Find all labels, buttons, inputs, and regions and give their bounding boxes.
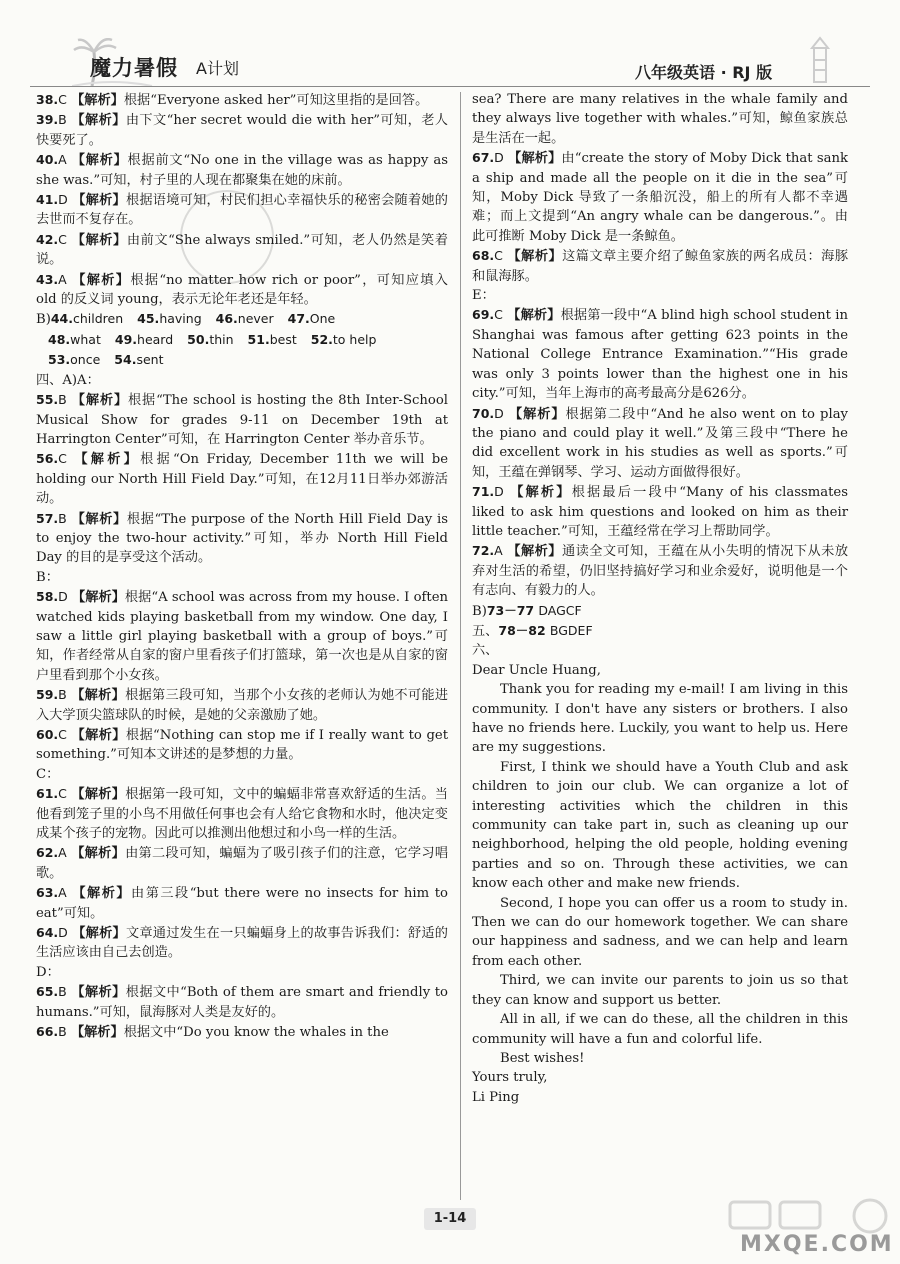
answer-67: 67.D 【解析】由“create the story of Moby Dick that sank a ship and made all the people on it die in the sea”可知，Moby Dick 导致了一条船沉没，船上的所有人都不幸遇难；而上文提到“An angry whale can be dangerous.”。由此可推断 Moby Dick 是一条鲸鱼。 (472, 150, 848, 244)
book-subtitle: A计划 (196, 59, 239, 78)
section-e-heading: E： (472, 288, 495, 304)
letter-wishes: Best wishes! (500, 1050, 585, 1066)
answer-39: 39.B 【解析】由下文“her secret would die with her”可知，老人快要死了。 (36, 112, 448, 148)
answer-78-82: 五、78－82 BGDEF (472, 622, 593, 639)
answer-58: 58.D 【解析】根据“A school was across from my house. I often watched kids playing basketball from my window. One day, I saw a little girl playing basketball with a group of boys.”可知，作者经常从自家的窗户里看孩子们打篮球，第一次也是从自家的窗户里看到那个小女孩。 (36, 589, 449, 683)
answer-65: 65.B 【解析】根据文中“Both of them are smart and friendly to humans.”可知，鼠海豚对人类是友好的。 (36, 984, 448, 1020)
answer-68: 68.C 【解析】这篇文章主要介绍了鲸鱼家族的两名成员：海豚和鼠海豚。 (472, 248, 849, 284)
letter-closing: Yours truly, (472, 1070, 548, 1086)
answer-66-continued: sea? There are many relatives in the whale family and they always live together with whales.”可知，鲸鱼家族总是生活在一起。 (472, 92, 848, 146)
answer-60: 60.C 【解析】根据“Nothing can stop me if I really want to get something.”可知本文讲述的是梦想的力量。 (36, 727, 448, 763)
section-4-heading: 四、A)A： (36, 372, 100, 388)
answer-57: 57.B 【解析】根据“The purpose of the North Hill Field Day is to enjoy the two-hour activity.”可知，举办 North Hill Field Day 的目的是享受这个活动。 (36, 510, 448, 566)
letter-greeting: Dear Uncle Huang, (472, 662, 601, 678)
letter-paragraph-3: Second, I hope you can offer us a room to study in. Then we can do our homework together. We can share our happiness and sadness, and we can help and learn from each other. (472, 895, 848, 969)
answer-59: 59.B 【解析】根据第三段可知，当那个小女孩的老师认为她不可能进入大学顶尖篮球队的时候，是她的父亲激励了她。 (36, 687, 449, 723)
header-rule (30, 86, 870, 87)
fill-blanks-row-2: 48.what 49.heard 50.thin 51.best 52.to help (48, 331, 377, 347)
grade-subject-title: 八年级英语 · RJ 版 (635, 63, 773, 82)
answer-71: 71.D 【解析】根据最后一段中“Many of his classmates liked to ask him questions and looked on him as their little teacher.”可知，王蕴经常在学习上帮助同学。 (472, 484, 849, 539)
answer-64: 64.D 【解析】文章通过发生在一只蝙蝠身上的故事告诉我们：舒适的生活应该由自己去创造。 (36, 925, 448, 961)
answer-63: 63.A 【解析】由第三段“but there were no insects for him to eat”可知。 (36, 885, 448, 921)
letter-paragraph-2: First, I think we should have a Youth Club and ask children to join our club. We can organize a lot of interesting activities which the children in this community can take part in, such as cleaning up our neighborhood, helping the old people, holding evening parties and so on. Through these activities, we can know each other and make new friends. (472, 759, 848, 892)
sample-letter (472, 661, 848, 1107)
answer-73-77: B)73－77 DAGCF (472, 602, 582, 619)
fill-blanks-row-3: 53.once 54.sent (48, 352, 164, 368)
letter-paragraph-5: All in all, if we can do these, all the children in this community will have a fun and colorful life. (472, 1012, 848, 1047)
letter-paragraph-1: Thank you for reading my e-mail! I am living in this community. I don't have any sisters or brothers. I also have no friends here. Luckily, you want to help us. Here are my suggestions. (472, 682, 848, 756)
answer-66: 66.B 【解析】根据文中“Do you know the whales in the (36, 1024, 389, 1041)
answer-41: 41.D 【解析】根据语境可知，村民们担心幸福快乐的秘密会随着她的去世而不复存在。 (36, 192, 448, 228)
answer-43: 43.A 【解析】根据“no matter how rich or poor”，可知应填入 old 的反义词 young，表示无论年老还是年轻。 (36, 271, 448, 308)
answer-40: 40.A 【解析】根据前文“No one in the village was as happy as she was.”可知，村子里的人现在都聚集在她的床前。 (36, 152, 448, 188)
left-column (36, 90, 448, 1043)
section-c-heading: C： (36, 766, 60, 782)
right-column (472, 90, 848, 1107)
answer-72: 72.A 【解析】通读全文可知，王蕴在从小失明的情况下从未放弃对生活的希望，仍旧坚持搞好学习和业余爱好，说明他是一个有志向、有毅力的人。 (472, 543, 849, 599)
column-divider (460, 92, 461, 1200)
fill-blanks-row-1: B)44.children 45.having 46.never 47.One (36, 311, 336, 328)
page-number: 1-14 (424, 1208, 476, 1230)
site-watermark-text: MXQE.COM (740, 1232, 894, 1257)
section-b-heading: B： (36, 569, 59, 585)
section-6-heading: 六、 (472, 643, 499, 659)
lighthouse-icon (800, 36, 840, 86)
answer-56: 56.C 【解析】根据“On Friday, December 11th we will be holding our North Hill Field Day.”可知，在12月11日举办郊游活动。 (36, 451, 448, 507)
answer-38: 38.C 【解析】根据“Everyone asked her”可知这里指的是回答。 (36, 92, 429, 108)
answer-62: 62.A 【解析】由第二段可知，蝙蝠为了吸引孩子们的注意，它学习唱歌。 (36, 845, 449, 881)
answer-70: 70.D 【解析】根据第二段中“And he also went on to play the piano and could play it well.”及第三段中“There he did excellent work in his studies as well as sports.”可知，王蕴在弹钢琴、学习、运动方面做得很好。 (472, 405, 849, 480)
answer-69: 69.C 【解析】根据第一段中“A blind high school student in Shanghai was famous after getting 623 points in the National College Entrance Examination.”“His grade was only 3 points lower than the highest one in his city.”可知，当年上海市的高考最高分是626分。 (472, 307, 848, 402)
answer-61: 61.C 【解析】根据第一段可知，文中的蝙蝠非常喜欢舒适的生活。当他看到笼子里的小鸟不用做任何事也会有人给它食物和水时，他决定变成某个孩子的宠物。因此可以推测出他想过和小鸟一样的生活。 (36, 786, 448, 842)
book-title: 魔力暑假 (90, 56, 178, 80)
section-d-heading: D： (36, 964, 60, 980)
page-header (0, 30, 900, 90)
letter-signature: Li Ping (472, 1089, 520, 1105)
letter-paragraph-4: Third, we can invite our parents to join us so that they can know and support us better. (472, 973, 848, 1008)
answer-55: 55.B 【解析】根据“The school is hosting the 8th Inter-School Musical Show for grades 9-11 on December 19th at Harrington Center”可知，在 Harrington Center 举办音乐节。 (36, 392, 448, 447)
answer-42: 42.C 【解析】由前文“She always smiled.”可知，老人仍然是笑着说。 (36, 231, 448, 268)
